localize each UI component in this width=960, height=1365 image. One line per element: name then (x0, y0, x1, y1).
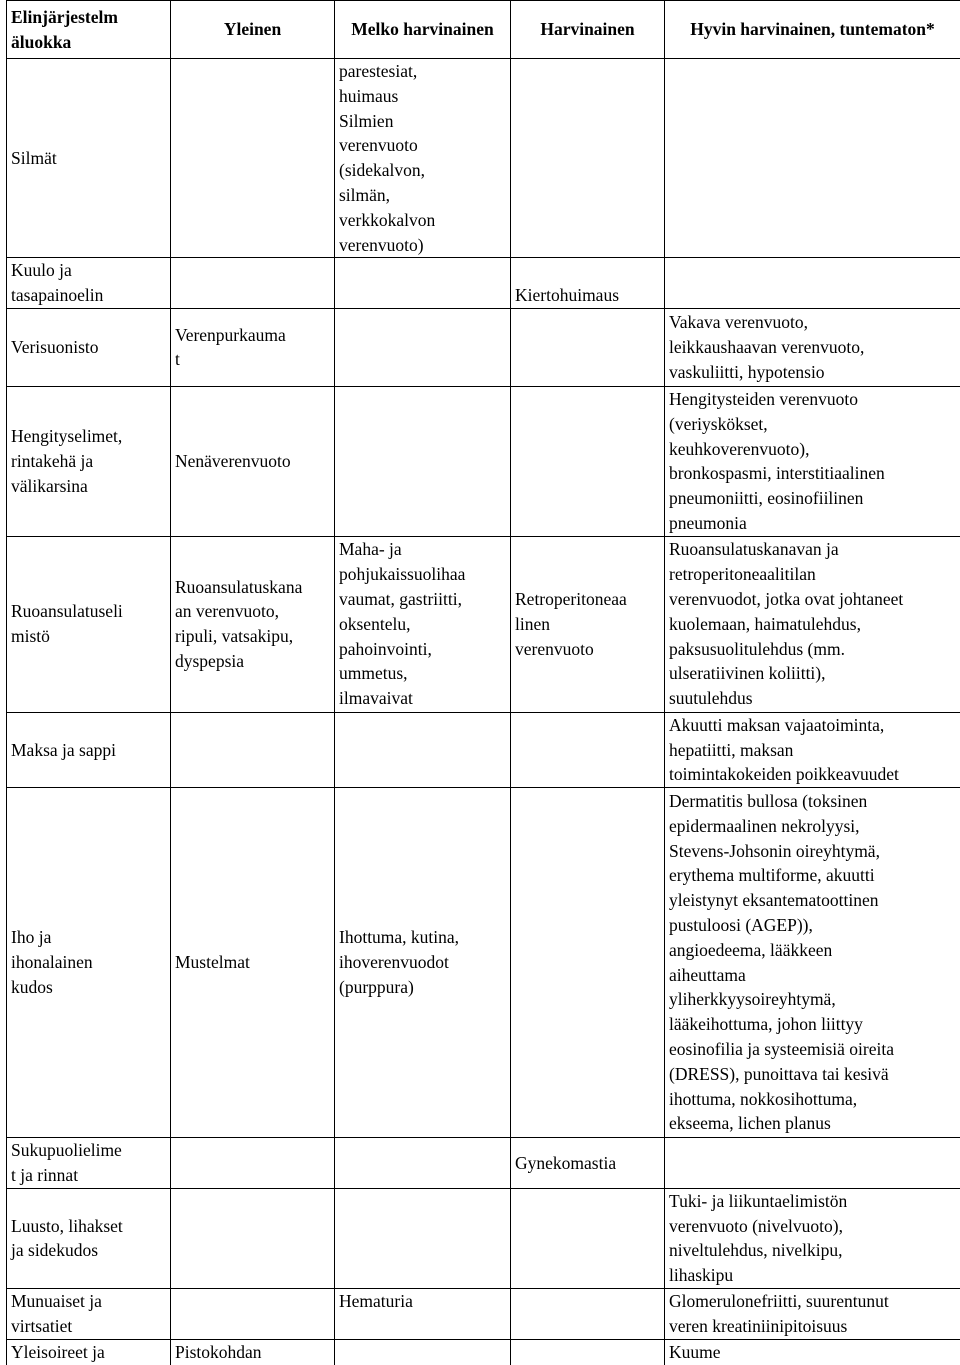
rare-cell: Gynekomastia (511, 1138, 665, 1189)
header-rare: Harvinainen (511, 1, 665, 59)
table-row (7, 788, 960, 1138)
uncommon-cell (335, 386, 511, 536)
common-cell (171, 1288, 335, 1339)
rare-cell: Retroperitoneaa linen verenvuoto (511, 536, 665, 712)
table-row (7, 712, 960, 787)
very-rare-cell: Dermatitis bullosa (toksinen epidermaalinen nekrolyysi, Stevens-Johsonin oireyhtymä, erythema multiforme, akuutti yleistynyt eksantematoottinen pustuloosi (AGEP)), angioedeema, lääkkeen aiheuttama yliherkkyysoireyhtymä, lääkeihottuma, johon liittyy eosinofilia ja systeemisiä oireita (DRESS), punoittava tai kesivä ihottuma, nokkosihottuma, ekseema, lichen planus (665, 788, 960, 1138)
organ-cell: Maksa ja sappi (7, 712, 171, 787)
common-cell: Pistokohdan (171, 1339, 335, 1365)
very-rare-cell (665, 258, 960, 309)
very-rare-cell: Tuki- ja liikuntaelimistön verenvuoto (nivelvuoto), niveltulehdus, nivelkipu, lihaskipu (665, 1188, 960, 1288)
rare-cell (511, 788, 665, 1138)
common-cell: Nenäverenvuoto (171, 386, 335, 536)
organ-cell: Ruoansulatuseli mistö (7, 536, 171, 712)
table-row (7, 386, 960, 536)
rare-cell: Kiertohuimaus (511, 258, 665, 309)
table-row (7, 1188, 960, 1288)
header-common: Yleinen (171, 1, 335, 59)
uncommon-cell: Hematuria (335, 1288, 511, 1339)
uncommon-cell (335, 1138, 511, 1189)
common-cell: Ruoansulatuskana an verenvuoto, ripuli, vatsakipu, dyspepsia (171, 536, 335, 712)
table-row (7, 258, 960, 309)
table-row (7, 1339, 960, 1365)
very-rare-cell: Akuutti maksan vajaatoiminta, hepatiitti, maksan toimintakokeiden poikkeavuudet (665, 712, 960, 787)
uncommon-cell (335, 308, 511, 386)
header-very-rare: Hyvin harvinainen, tuntematon* (665, 1, 960, 59)
organ-cell: Iho ja ihonalainen kudos (7, 788, 171, 1138)
very-rare-cell: Hengitysteiden verenvuoto (veriyskökset, keuhkoverenvuoto), bronkospasmi, interstitiaalinen pneumoniitti, eosinofiilinen pneumonia (665, 386, 960, 536)
organ-cell: Silmät (7, 59, 171, 258)
very-rare-cell (665, 1138, 960, 1189)
very-rare-cell: Kuume (665, 1339, 960, 1365)
very-rare-cell: Glomerulonefriitti, suurentunut veren kreatiniinipitoisuus (665, 1288, 960, 1339)
very-rare-cell: Ruoansulatuskanavan ja retroperitoneaalitilan verenvuodot, jotka ovat johtaneet kuolemaan, haimatulehdus, paksusuolitulehdus (mm. ulseratiivinen koliitti), suutulehdus (665, 536, 960, 712)
rare-cell (511, 386, 665, 536)
uncommon-cell: Maha- ja pohjukaissuolihaa vaumat, gastriitti, oksentelu, pahoinvointi, ummetus, ilmavaivat (335, 536, 511, 712)
rare-cell (511, 1339, 665, 1365)
organ-cell: Munuaiset ja virtsatiet (7, 1288, 171, 1339)
uncommon-cell (335, 258, 511, 309)
header-row (7, 1, 960, 59)
header-organ-class: Elinjärjestelm äluokka (7, 1, 171, 59)
rare-cell (511, 712, 665, 787)
uncommon-cell: parestesiat, huimaus Silmien verenvuoto (sidekalvon, silmän, verkkokalvon verenvuoto) (335, 59, 511, 258)
rare-cell (511, 59, 665, 258)
common-cell (171, 712, 335, 787)
organ-cell: Sukupuolielime t ja rinnat (7, 1138, 171, 1189)
table-row (7, 59, 960, 258)
rare-cell (511, 1288, 665, 1339)
uncommon-cell: Ihottuma, kutina, ihoverenvuodot (purppura) (335, 788, 511, 1138)
common-cell (171, 1138, 335, 1189)
rare-cell (511, 308, 665, 386)
common-cell (171, 258, 335, 309)
organ-cell: Yleisoireet ja (7, 1339, 171, 1365)
uncommon-cell (335, 712, 511, 787)
rare-cell (511, 1188, 665, 1288)
header-uncommon: Melko harvinainen (335, 1, 511, 59)
uncommon-cell (335, 1188, 511, 1288)
organ-cell: Luusto, lihakset ja sidekudos (7, 1188, 171, 1288)
adverse-reactions-table (6, 0, 960, 1365)
table-row (7, 1138, 960, 1189)
common-cell: Mustelmat (171, 788, 335, 1138)
common-cell (171, 59, 335, 258)
table-row (7, 308, 960, 386)
organ-cell: Hengityselimet, rintakehä ja välikarsina (7, 386, 171, 536)
table-row (7, 1288, 960, 1339)
common-cell: Verenpurkauma t (171, 308, 335, 386)
very-rare-cell (665, 59, 960, 258)
common-cell (171, 1188, 335, 1288)
very-rare-cell: Vakava verenvuoto, leikkaushaavan verenvuoto, vaskuliitti, hypotensio (665, 308, 960, 386)
uncommon-cell (335, 1339, 511, 1365)
table-row (7, 536, 960, 712)
organ-cell: Verisuonisto (7, 308, 171, 386)
organ-cell: Kuulo ja tasapainoelin (7, 258, 171, 309)
